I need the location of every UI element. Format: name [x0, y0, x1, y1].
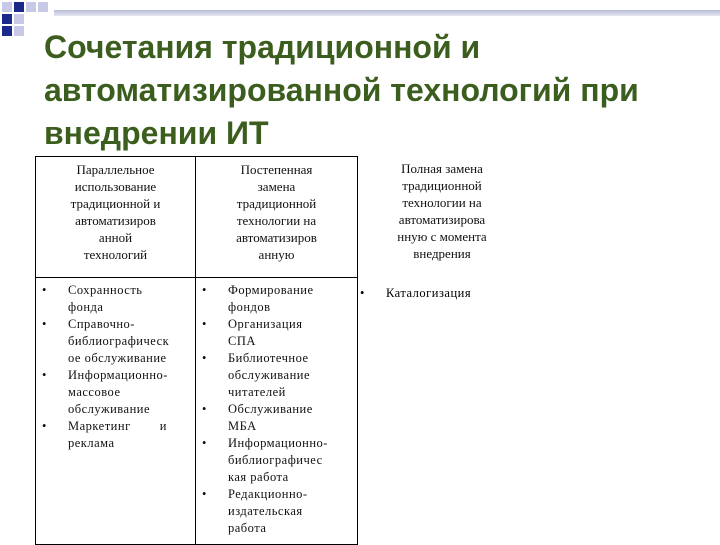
slide-title: Сочетания традиционной и автоматизированной технологий при внедрении ИТ [44, 29, 639, 151]
list-item: • Сохранность фонда [42, 283, 143, 314]
list-item: • Формирование фондов [202, 283, 314, 314]
column-header-gradual: Постепенная замена традиционной технологии на автоматизиров анную [196, 157, 358, 278]
list-item: • Организация СПА [202, 317, 303, 348]
list-item: • Справочно- библиографическ ое обслуживание [42, 317, 170, 365]
header-rule [54, 10, 720, 16]
column-header-full: Полная замена традиционной технологии на автоматизирова нную с момента внедрения [397, 161, 487, 261]
column-header-parallel: Параллельное использование традиционной и автоматизиров анной технологий [36, 157, 196, 278]
list-item: • Информационно- массовое обслуживание [42, 368, 168, 416]
column-body-gradual [196, 278, 358, 545]
list-item: • Каталогизация [360, 286, 472, 300]
column-body-parallel [36, 278, 196, 545]
list-item: • Обслуживание МБА [202, 402, 313, 433]
list-item: • Информационно- библиографичес кая работа [202, 436, 328, 484]
list-item: • Редакционно- издательская работа [202, 487, 308, 535]
list-item: • Маркетинг и реклама [42, 419, 167, 450]
comparison-table [35, 156, 358, 545]
column-body-full [360, 285, 520, 302]
list-item: • Библиотечное обслуживание читателей [202, 351, 311, 399]
